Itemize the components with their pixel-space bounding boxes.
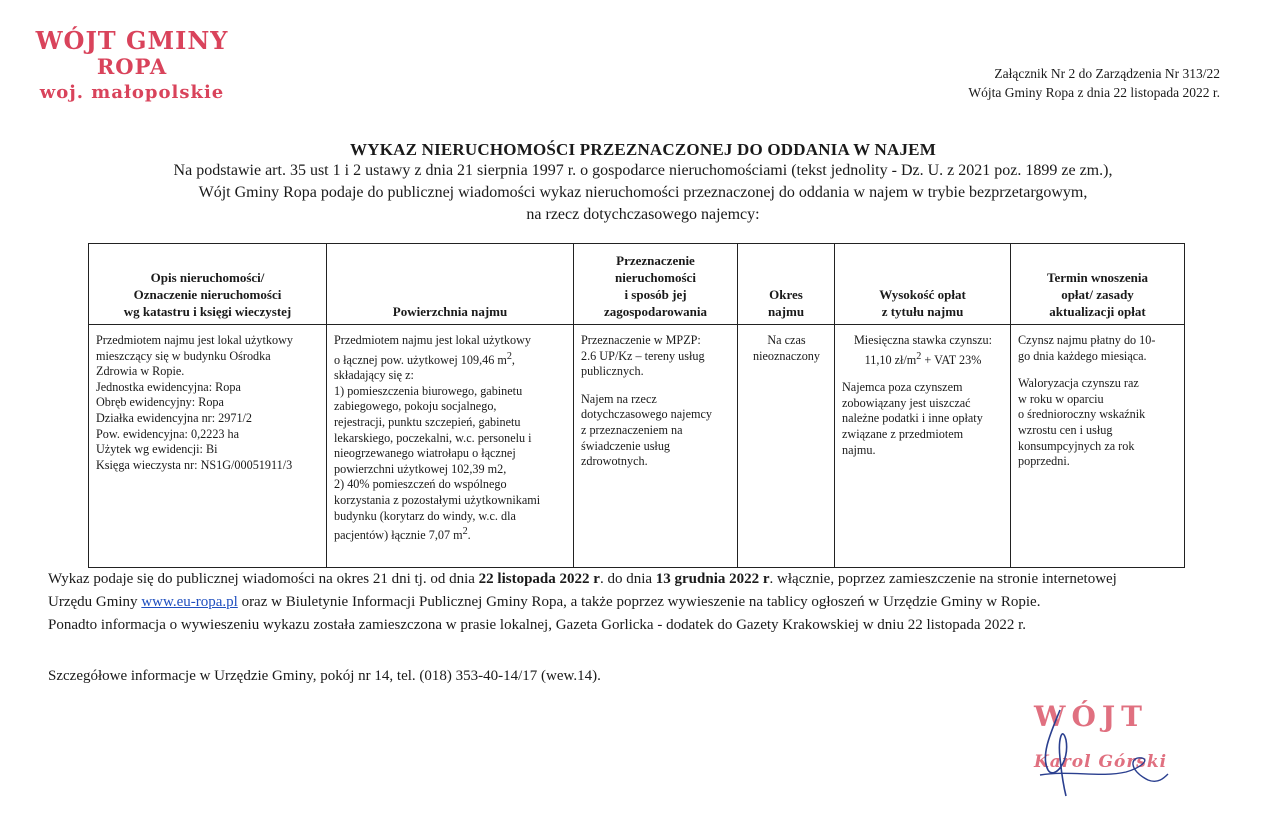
- intro-line-1: Na podstawie art. 35 ust 1 i 2 ustawy z dnia 21 sierpnia 1997 r. o gospodarce nieruchomościami (tekst jednolity - Dz. U. z 2021 poz. 1899 ze zm.),: [173, 162, 1113, 179]
- stamp-line-2: ROPA: [96, 54, 168, 79]
- header-rental-area: Powierzchnia najmu: [327, 244, 574, 325]
- cell-payment-terms: Czynsz najmu płatny do 10- go dnia każdego miesiąca. Waloryzacja czynszu raz w roku w oparciu o średnioroczny wskaźnik wzrostu cen i usług konsumpcyjnych za rok poprzedni.: [1011, 325, 1185, 568]
- header-payment-terms: Termin wnoszenia opłat/ zasady aktualizacji opłat: [1011, 244, 1185, 325]
- notice-line-2: Urzędu Gminy www.eu-ropa.pl oraz w Biuletynie Informacji Publicznej Gminy Ropa, a także poprzez wywieszenie na tablicy ogłoszeń w Urzędzie Gminy w Ropie.: [48, 594, 1041, 610]
- table-header-row: [89, 244, 1185, 325]
- cell-fee-amount: Miesięczna stawka czynszu: 11,10 $zł/m^2$ + VAT 23% Najemca poza czynszem zobowiązany jest uiszczać należne podatki i inne opłaty związane z przedmiotem najmu.: [835, 325, 1011, 568]
- end-date: 13 grudnia 2022 r: [655, 571, 770, 587]
- intro-paragraph: [60, 160, 1226, 226]
- header-rental-period: Okres najmu: [738, 244, 835, 325]
- website-link[interactable]: www.eu-ropa.pl: [141, 594, 238, 610]
- table-row: [89, 325, 1185, 568]
- intro-line-2: Wójt Gminy Ropa podaje do publicznej wiadomości wykaz nieruchomości przeznaczonej do oddania w najem w trybie bezprzetargowym,: [198, 184, 1088, 201]
- notice-line-3: Ponadto informacja o wywieszeniu wykazu została zamieszczona w prasie lokalnej, Gazeta Gorlicka - dodatek do Gazety Krakowskiej w dniu 22 listopada 2022 r.: [48, 617, 1027, 633]
- header-purpose: Przeznaczenie nieruchomości i sposób jej zagospodarowania: [574, 244, 738, 325]
- annex-reference: [968, 64, 1220, 102]
- notice-line-1: Wykaz podaje się do publicznej wiadomości na okres 21 dni tj. od dnia 22 listopada 2022 r. do dnia 13 grudnia 2022 r. włącznie, poprzez zamieszczenie na stronie internetowej: [48, 571, 1117, 587]
- signature-stamp: [1030, 700, 1190, 800]
- contact-details: Szczegółowe informacje w Urzędzie Gminy, pokój nr 14, tel. (018) 353-40-14/17 (wew.14).: [48, 668, 601, 684]
- start-date: 22 listopada 2022 r: [478, 571, 600, 587]
- publication-notice: [48, 568, 1238, 637]
- annex-line-1: Załącznik Nr 2 do Zarządzenia Nr 313/22: [994, 66, 1220, 81]
- stamp-name: Karol Górski: [1034, 752, 1168, 772]
- intro-line-3: na rzecz dotychczasowego najemcy:: [526, 206, 760, 223]
- cell-rental-period: Na czas nieoznaczony: [738, 325, 835, 568]
- cell-rental-area: Przedmiotem najmu jest lokal użytkowy o łącznej pow. użytkowej 109,46 $m^2$, składający się z: 1) pomieszczenia biurowego, gabinetu zabiegowego, pokoju socjalnego, rejestracji, punktu szczepień, gabinetu lekarskiego, poczekalni, w.c. personelu i nieogrzewanego wiatrołapu o łącznej powierzchni użytkowej 102,39 m2, 2) 40% pomieszczeń do wspólnego korzystania z pozostałymi użytkownikami budynku (korytarz do windy, w.c. dla pacjentów) łącznie 7,07 $m^2$.: [327, 325, 574, 568]
- office-stamp: [22, 28, 242, 106]
- stamp-line-3: woj. małopolskie: [39, 82, 225, 103]
- cell-purpose: Przeznaczenie w MPZP: 2.6 UP/Kz – tereny usług publicznych. Najem na rzecz dotychczasowego najemcy z przeznaczeniem na świadczenie usług zdrowotnych.: [574, 325, 738, 568]
- document-title: WYKAZ NIERUCHOMOŚCI PRZEZNACZONEJ DO ODDANIA W NAJEM: [350, 140, 936, 159]
- stamp-line-1: WÓJT GMINY: [35, 26, 229, 55]
- annex-line-2: Wójta Gminy Ropa z dnia 22 listopada 2022 r.: [968, 85, 1220, 100]
- handwritten-signature: [1030, 700, 1190, 800]
- header-property-description: Opis nieruchomości/ Oznaczenie nieruchomości wg katastru i księgi wieczystej: [89, 244, 327, 325]
- property-table: [88, 243, 1185, 568]
- header-fee-amount: Wysokość opłat z tytułu najmu: [835, 244, 1011, 325]
- cell-property-description: Przedmiotem najmu jest lokal użytkowy mieszczący się w budynku Ośrodka Zdrowia w Ropie. Jednostka ewidencyjna: Ropa Obręb ewidencyjny: Ropa Działka ewidencyjna nr: 2971/2 Pow. ewidencyjna: 0,2223 ha Użytek wg ewidencji: Bi Księga wieczysta nr: NS1G/00051911/3: [89, 325, 327, 568]
- stamp-title: WÓJT: [1034, 700, 1148, 733]
